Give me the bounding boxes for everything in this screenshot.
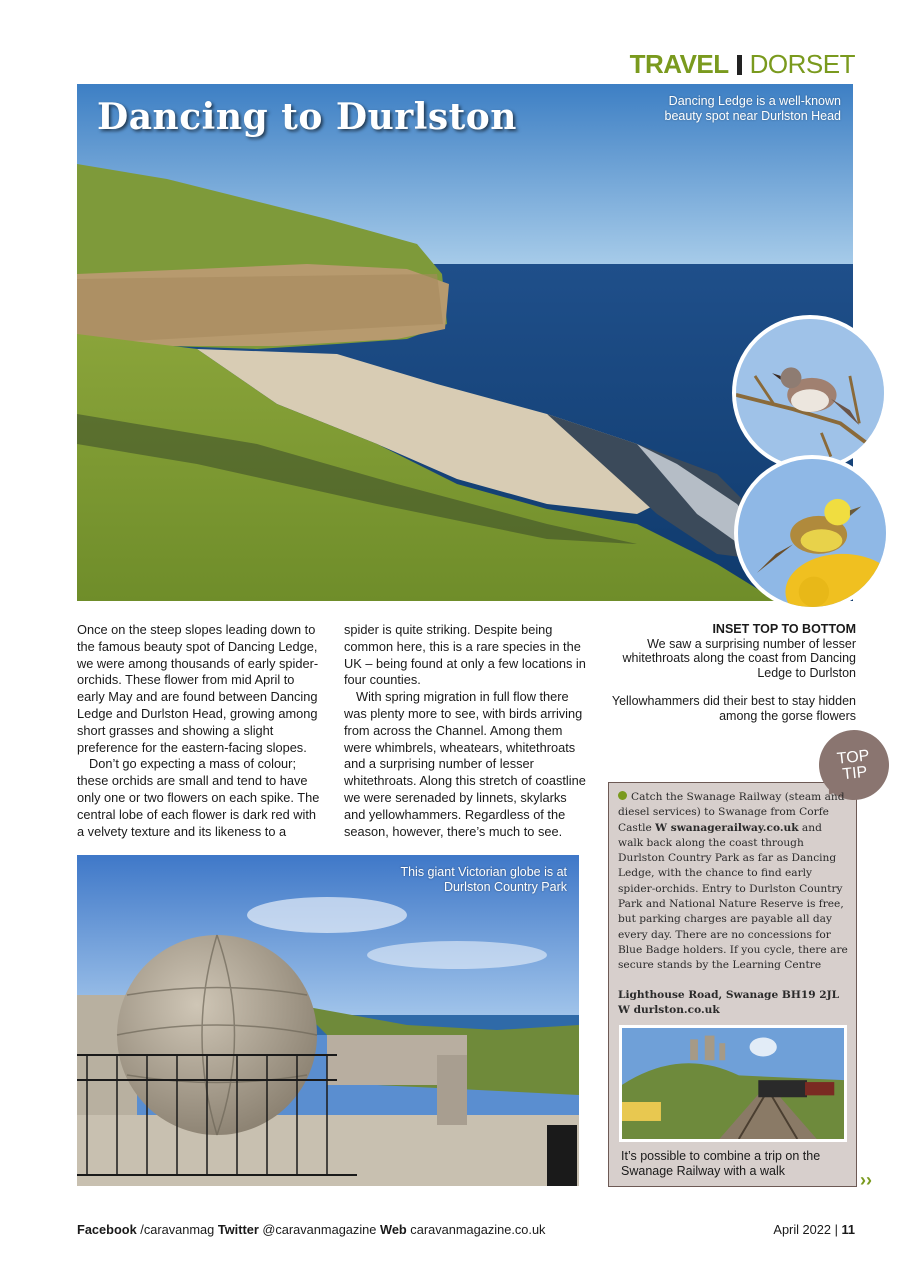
inset-caption-1: We saw a surprising number of lesser whitethroats along the coast from Dancing Ledge to Durlston xyxy=(622,636,856,680)
paragraph: Don’t go expecting a mass of colour; these orchids are small and tend to have only one or two flowers on each spike. The central lobe of each flower is dark red with a velvety texture and its likeness to a xyxy=(77,756,320,839)
tip-paragraph xyxy=(618,790,850,974)
hero-caption: Dancing Ledge is a well-known beauty spot near Durlston Head xyxy=(664,94,841,123)
paragraph: Once on the steep slopes leading down to the famous beauty spot of Dancing Ledge, we were among thousands of early spider-orchids. These flower from mid April to early May and are found between Dancing Ledge and Durlston Head, growing among short grasses and showing a slight preference for the eastern-facing slopes. xyxy=(77,622,319,755)
tip-address-block xyxy=(618,988,850,1019)
web-url[interactable]: caravanmagazine.co.uk xyxy=(406,1222,546,1237)
article-column-1 xyxy=(77,622,320,840)
globe-photo xyxy=(77,855,579,1186)
tip-text-b: and walk back along the coast through Durlston Country Park as far as Dancing Ledge, with the chance to find early spider-orchids. Entry to Durlston Country Park and National Nature Reserve is free, but parking charges are payable all day every day. There are no concessions for Blue Badge holders. If you cycle, there are secure stands by the Learning Centre xyxy=(618,821,848,972)
inset-captions-heading: INSET TOP TO BOTTOM xyxy=(712,622,856,636)
swanage-railway-link[interactable]: W swanagerailway.co.uk xyxy=(655,821,799,834)
yellowhammer-illustration xyxy=(738,459,886,607)
twitter-handle[interactable]: @caravanmagazine xyxy=(258,1222,380,1237)
durlston-link[interactable]: W durlston.co.uk xyxy=(618,1003,720,1016)
train-photo xyxy=(619,1025,847,1142)
section-label: TRAVEL xyxy=(629,49,729,79)
issue-date: April 2022 xyxy=(773,1222,832,1237)
subsection-label: DORSET xyxy=(749,49,855,79)
tip-text-a: Catch the Swanage Railway (steam and diesel services) to Swanage from Corfe Castle xyxy=(618,791,845,834)
inset-captions xyxy=(608,622,856,723)
whitethroat-illustration xyxy=(736,319,884,467)
twitter-label: Twitter xyxy=(217,1222,259,1237)
section-header xyxy=(630,50,855,78)
inset-photo-yellowhammer xyxy=(734,455,890,611)
railway-illustration xyxy=(622,1028,844,1139)
article-title: Dancing to Durlston xyxy=(97,96,517,138)
footer-social xyxy=(77,1222,545,1237)
paragraph: With spring migration in full flow there was plenty more to see, with birds arriving from across the Channel. Among them were whimbrels, wheatears, whitethroats and a surprising number of lesser whitethroats. Along this stretch of coastline we were serenaded by linnets, skylarks and yellowhammers. Regardless of the season, however, there’s much to see. xyxy=(344,689,586,839)
facebook-handle[interactable]: /caravanmag xyxy=(136,1222,218,1237)
globe-caption: This giant Victorian globe is at Durlston Country Park xyxy=(400,865,567,894)
folio-divider: | xyxy=(831,1222,842,1237)
tip-badge-line-2: TIP xyxy=(841,763,869,784)
caption-spacer xyxy=(608,680,856,694)
page-folio xyxy=(773,1222,855,1237)
continue-arrow-icon: ›› xyxy=(860,1170,872,1190)
web-label: Web xyxy=(379,1222,407,1237)
globe-illustration xyxy=(77,855,579,1186)
train-photo-caption: It’s possible to combine a trip on the Swanage Railway with a walk xyxy=(621,1149,821,1178)
page-number: 11 xyxy=(841,1222,855,1237)
tip-address: Lighthouse Road, Swanage BH19 2JL xyxy=(618,988,840,1001)
bullet-icon xyxy=(618,791,627,800)
tip-badge-line-1: TOP xyxy=(836,747,871,768)
article-column-2 xyxy=(344,622,589,840)
inset-photo-whitethroat xyxy=(732,315,888,471)
top-tip-text xyxy=(618,790,850,1018)
paragraph: spider is quite striking. Despite being common here, this is a rare species in the UK – being found at only a few locations in four counties. xyxy=(344,622,586,688)
section-divider xyxy=(737,55,742,75)
inset-caption-2: Yellowhammers did their best to stay hidden among the gorse flowers xyxy=(611,694,856,723)
facebook-label: Facebook xyxy=(77,1222,137,1237)
